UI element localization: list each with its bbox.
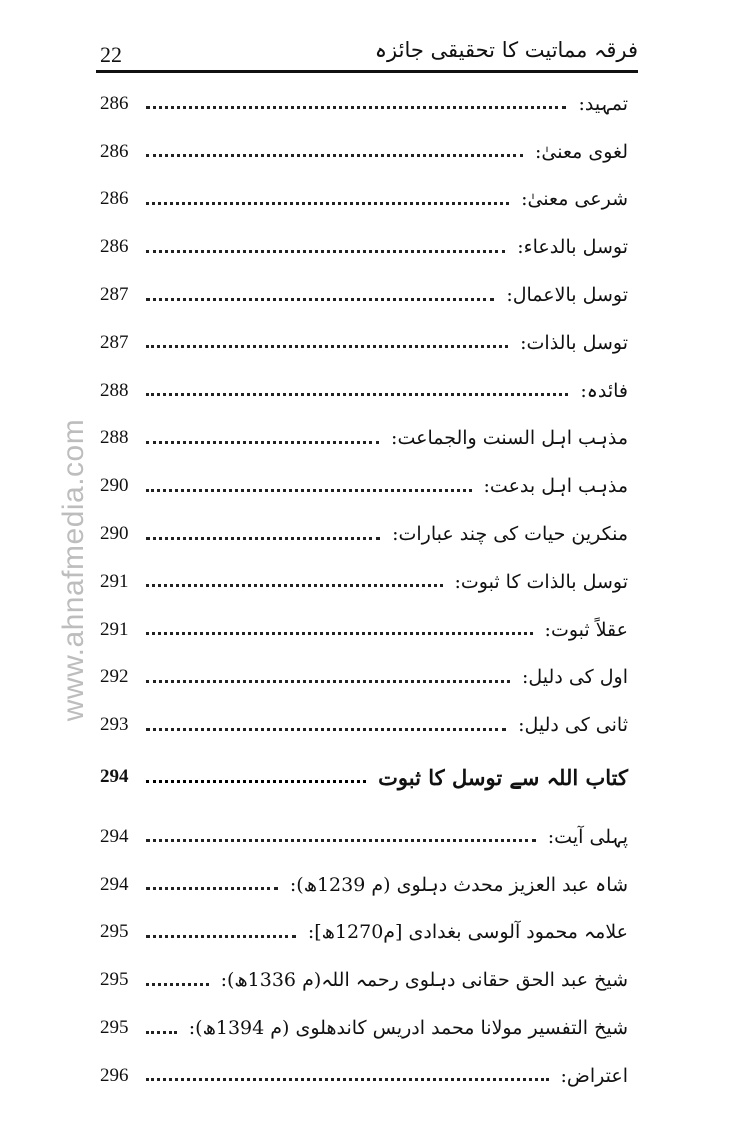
toc-entry-title: عقلاً ثبوت: (544, 618, 628, 641)
dot-leader (146, 298, 494, 301)
toc-entry-page: 293 (100, 714, 129, 736)
toc-entry (100, 128, 628, 176)
dot-leader (146, 839, 536, 842)
toc-entry (100, 271, 628, 319)
toc-entry-page: 295 (100, 921, 129, 943)
toc-entry-title: شیخ التفسیر مولانا محمد ادریس کاندھلوی (م 1394ھ): (188, 1017, 628, 1040)
toc-entry (100, 909, 628, 957)
toc-entry (100, 701, 628, 749)
toc-entry-title: لغوی معنیٰ: (535, 140, 628, 163)
dot-leader (146, 202, 509, 205)
toc-entry (100, 654, 628, 702)
toc-entry (100, 319, 628, 367)
toc-entry (100, 606, 628, 654)
toc-entry-title: شاہ عبد العزیز محدث دہلوی (م 1239ھ): (289, 873, 628, 896)
dot-leader (146, 935, 296, 938)
toc-entry-title: منکرین حیات کی چند عبارات: (392, 523, 628, 546)
toc-entry-title: ثانی کی دلیل: (518, 714, 628, 737)
toc-entry-page: 294 (100, 825, 129, 847)
toc-entry (100, 367, 628, 415)
watermark-text: www.ahnafmedia.com (57, 418, 90, 722)
toc-entry-title: اعتراض: (560, 1064, 628, 1087)
toc-entry-title: علامہ محمود آلوسی بغدادی [م1270ھ]: (307, 921, 628, 944)
dot-leader (146, 983, 209, 986)
toc-entry-page: 286 (100, 236, 129, 258)
toc-entry (100, 813, 628, 861)
toc-entry-page: 286 (100, 92, 129, 114)
toc-entry-page: 292 (100, 666, 129, 688)
toc-entry-page: 290 (100, 475, 129, 497)
dot-leader (146, 345, 508, 348)
toc-entry (100, 80, 628, 128)
dot-leader (146, 1031, 177, 1034)
page-header (96, 34, 638, 73)
dot-leader (146, 537, 380, 540)
table-of-contents (100, 80, 628, 1100)
toc-entry-title: توسل بالذات: (520, 331, 628, 354)
dot-leader (146, 780, 366, 783)
dot-leader (146, 441, 379, 444)
toc-entry-title: فائدہ: (580, 379, 628, 402)
running-title: فرقہ مماتیت کا تحقیقی جائزہ (374, 38, 638, 62)
toc-entry (100, 510, 628, 558)
toc-entry-title: پہلی آیت: (547, 825, 628, 848)
toc-entry-page: 295 (100, 1017, 129, 1039)
toc-entry-page: 286 (100, 140, 129, 162)
toc-entry-title: کتاب اللہ سے توسل کا ثبوت (378, 764, 628, 790)
dot-leader (146, 106, 566, 109)
toc-entry (100, 861, 628, 909)
toc-entry-title: شرعی معنیٰ: (521, 188, 628, 211)
toc-entry-page: 296 (100, 1064, 129, 1086)
dot-leader (146, 584, 443, 587)
toc-entry-title: توسل بالدعاء: (517, 236, 628, 259)
dot-leader (146, 887, 278, 890)
toc-entry-page: 287 (100, 331, 129, 353)
toc-entry-page: 286 (100, 188, 129, 210)
toc-entry-title: توسل بالذات کا ثبوت: (454, 570, 628, 593)
toc-entry-page: 291 (100, 570, 129, 592)
toc-section-heading (100, 753, 628, 801)
dot-leader (146, 632, 533, 635)
toc-entry-title: شیخ عبد الحق حقانی دہلوی رحمہ اللہ(م 1336ھ): (220, 969, 628, 992)
dot-leader (146, 250, 505, 253)
dot-leader (146, 1078, 549, 1081)
dot-leader (146, 728, 506, 731)
toc-entry-title: مذہب اہل بدعت: (483, 475, 628, 498)
toc-entry (100, 176, 628, 224)
toc-entry (100, 956, 628, 1004)
toc-entry-title: مذہب اہل السنت والجماعت: (391, 427, 628, 450)
toc-entry-page: 287 (100, 284, 129, 306)
dot-leader (146, 680, 510, 683)
toc-entry-page: 294 (100, 766, 129, 788)
toc-entry (100, 1004, 628, 1052)
toc-entry (100, 1052, 628, 1100)
toc-entry (100, 462, 628, 510)
toc-entry-page: 290 (100, 523, 129, 545)
toc-entry-title: توسل بالاعمال: (506, 284, 628, 307)
toc-entry-page: 288 (100, 379, 129, 401)
dot-leader (146, 154, 523, 157)
page-number: 22 (100, 42, 122, 67)
toc-entry-title: تمہید: (578, 92, 628, 115)
dot-leader (146, 489, 472, 492)
toc-entry (100, 415, 628, 463)
dot-leader (146, 393, 568, 396)
toc-entry (100, 223, 628, 271)
toc-entry-title: اول کی دلیل: (522, 666, 628, 689)
toc-entry (100, 558, 628, 606)
toc-entry-page: 294 (100, 873, 129, 895)
toc-entry-page: 288 (100, 427, 129, 449)
toc-entry-page: 295 (100, 969, 129, 991)
toc-entry-page: 291 (100, 618, 129, 640)
